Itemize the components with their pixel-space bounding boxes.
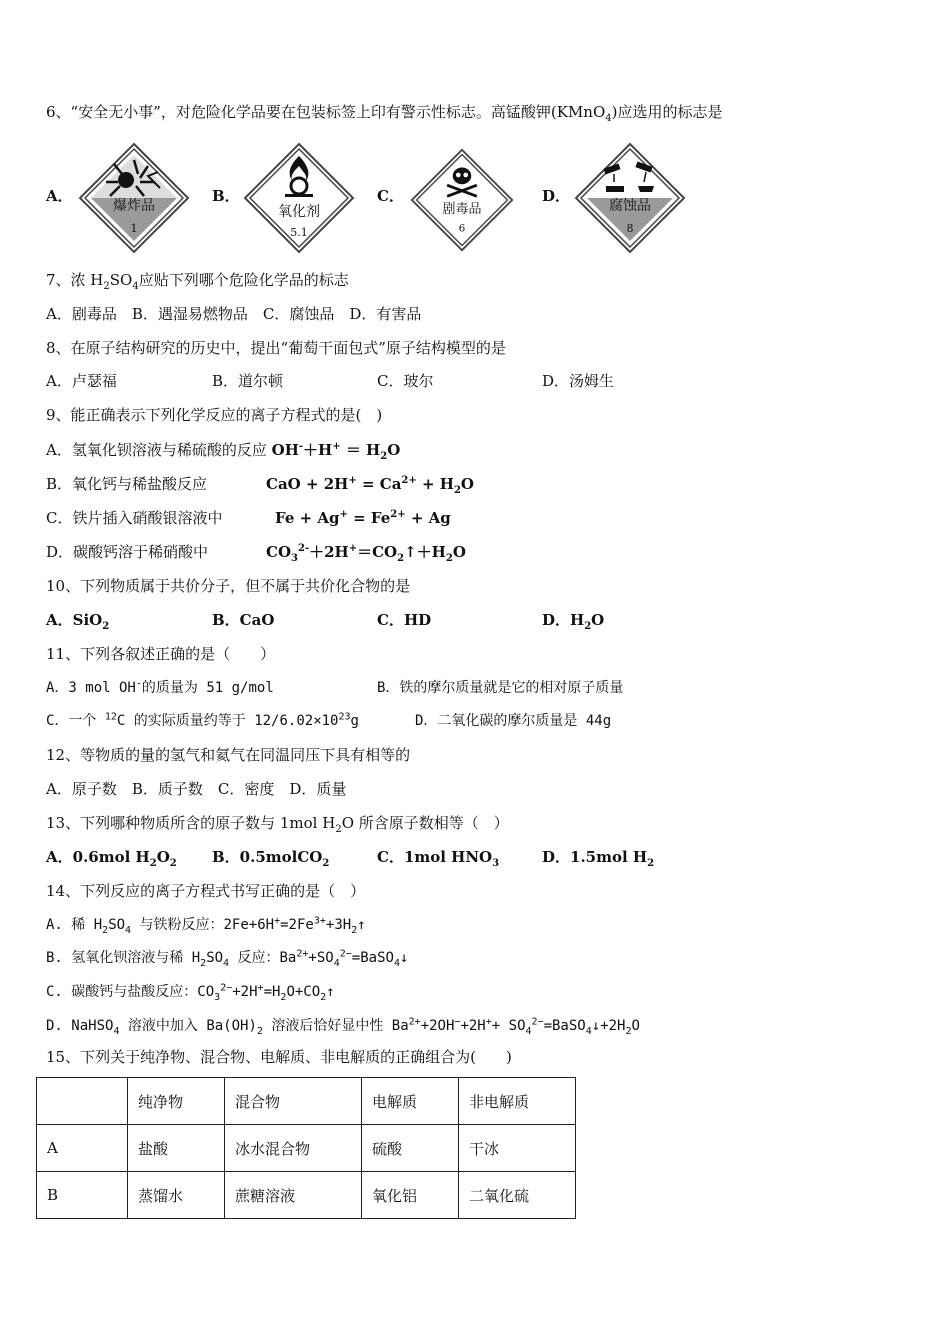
q14-option-c: C. 碳酸钙与盐酸反应：$CO_3^{2-}+2H^+=H_2O+CO_2↑$ bbox=[46, 982, 335, 1003]
q12-options: A．原子数 B．质子数 C．密度 D．质量 bbox=[46, 780, 347, 798]
q12-stem: 12、等物质的量的氢气和氦气在同温同压下具有相等的 bbox=[46, 746, 411, 764]
q15-stem: 15、下列关于纯净物、混合物、电解质、非电解质的正确组合为( ) bbox=[46, 1048, 512, 1066]
table-row: A 盐酸 冰水混合物 硫酸 干冰 bbox=[37, 1125, 576, 1172]
q10-stem: 10、下列物质属于共价分子，但不属于共价化合物的是 bbox=[46, 577, 411, 595]
q6-stem: 6、“安全无小事”，对危险化学品要在包装标签上印有警示性标志。高锰酸钾(KMnO$_4$)应选用的标志是 bbox=[46, 103, 723, 124]
table-header-row: 纯净物 混合物 电解质 非电解质 bbox=[37, 1078, 576, 1125]
q14-option-a: A. 稀 $H_2SO_4$ 与铁粉反应：$2Fe+6H^+=2Fe^{3+}+3H_2↑$ bbox=[46, 915, 366, 936]
q11-option-a: A．3 mol OH-的质量为 51 g/mol bbox=[46, 678, 274, 696]
q8-option-d: D．汤姆生 bbox=[542, 372, 615, 390]
q10-option-b: B．CaO bbox=[212, 611, 275, 629]
sign-label: 剧毒品 bbox=[442, 202, 482, 217]
hazard-sign-corrosive bbox=[574, 142, 686, 254]
hazard-sign-toxic bbox=[410, 148, 514, 252]
sign-label: 爆炸品 bbox=[113, 198, 155, 214]
q8-option-a: A．卢瑟福 bbox=[46, 372, 117, 390]
q6-option-a-label: A． bbox=[46, 187, 73, 205]
q13-option-c: C．1mol $HNO_3$ bbox=[377, 848, 500, 869]
q13-option-b: B．0.5molCO$_2$ bbox=[212, 848, 330, 869]
q13-option-a: A．0.6mol $H_2O_2$ bbox=[46, 848, 177, 869]
q6-option-c-label: C． bbox=[377, 187, 404, 205]
q10-option-a: A．SiO$_2$ bbox=[46, 611, 110, 632]
q9-option-c: C．铁片插入硝酸银溶液中 $Fe + Ag^+ = Fe^{2+} + Ag$ bbox=[46, 509, 451, 527]
q6-option-b-label: B． bbox=[212, 187, 240, 205]
q8-option-b: B．道尔顿 bbox=[212, 372, 284, 390]
q11-option-d: D．二氧化碳的摩尔质量是 44g bbox=[415, 713, 612, 729]
q9-stem: 9、能正确表示下列化学反应的离子方程式的是( ) bbox=[46, 406, 383, 424]
q8-stem: 8、在原子结构研究的历史中，提出“葡萄干面包式”原子结构模型的是 bbox=[46, 339, 506, 357]
q7-options: A．剧毒品 B．遇湿易燃物品 C．腐蚀品 D．有害品 bbox=[46, 305, 422, 323]
hazard-sign-oxidizer bbox=[243, 142, 355, 254]
svg-text:6: 6 bbox=[458, 223, 466, 235]
svg-text:1: 1 bbox=[130, 222, 138, 235]
q14-option-b: B. 氢氧化钡溶液与稀 $H_2SO_4$ 反应：$Ba^{2+}+SO_4^{2-}=BaSO_4↓$ bbox=[46, 948, 409, 969]
svg-text:8: 8 bbox=[626, 222, 634, 235]
q14-option-d: D. NaHSO$_4$ 溶液中加入 $Ba(OH)_2$ 溶液后恰好显中性 $Ba^{2+}+2OH^-+2H^++$ $SO_4^{2-}=BaSO_4↓+2H_2O$ bbox=[46, 1016, 640, 1037]
q9-option-a: A．氢氧化钡溶液与稀硫酸的反应 $OH^-+H^+ = H_2O$ bbox=[46, 441, 401, 462]
q11-option-b: B．铁的摩尔质量就是它的相对原子质量 bbox=[377, 680, 624, 696]
q10-option-c: C．HD bbox=[377, 611, 432, 629]
q6-option-d-label: D． bbox=[542, 187, 571, 205]
q13-option-d: D．1.5mol $H_2$ bbox=[542, 848, 655, 869]
sign-label: 腐蚀品 bbox=[609, 198, 651, 214]
q8-option-c: C．玻尔 bbox=[377, 372, 434, 390]
q11-stem: 11、下列各叙述正确的是（ ） bbox=[46, 645, 276, 663]
table-row: B 蒸馏水 蔗糖溶液 氧化铝 二氧化硫 bbox=[37, 1172, 576, 1219]
hazard-sign-explosive bbox=[78, 142, 190, 254]
q9-option-d: D．碳酸钙溶于稀硝酸中 $CO_3^{2-}+2H^+=CO_2↑+H_2O$ bbox=[46, 543, 466, 564]
svg-text:5.1: 5.1 bbox=[290, 226, 308, 239]
q15-table bbox=[36, 1077, 576, 1219]
sign-label: 氧化剂 bbox=[278, 204, 320, 220]
q14-stem: 14、下列反应的离子方程式书写正确的是（ ） bbox=[46, 882, 366, 900]
q13-stem: 13、下列哪种物质所含的原子数与 1mol $H_2O$ 所含原子数相等（ ） bbox=[46, 814, 509, 835]
q9-option-b: B．氧化钙与稀盐酸反应 CaO + $2H^+ = Ca^{2+} + H_2O$ bbox=[46, 475, 474, 496]
q10-option-d: D．$H_2O$ bbox=[542, 611, 605, 632]
q7-stem: 7、浓 $H_2SO_4$应贴下列哪个危险化学品的标志 bbox=[46, 271, 349, 292]
q11-option-c: C．一个 $^{12}$C 的实际质量约等于 $12/6.02\times 10^{23}g$ bbox=[46, 711, 359, 729]
